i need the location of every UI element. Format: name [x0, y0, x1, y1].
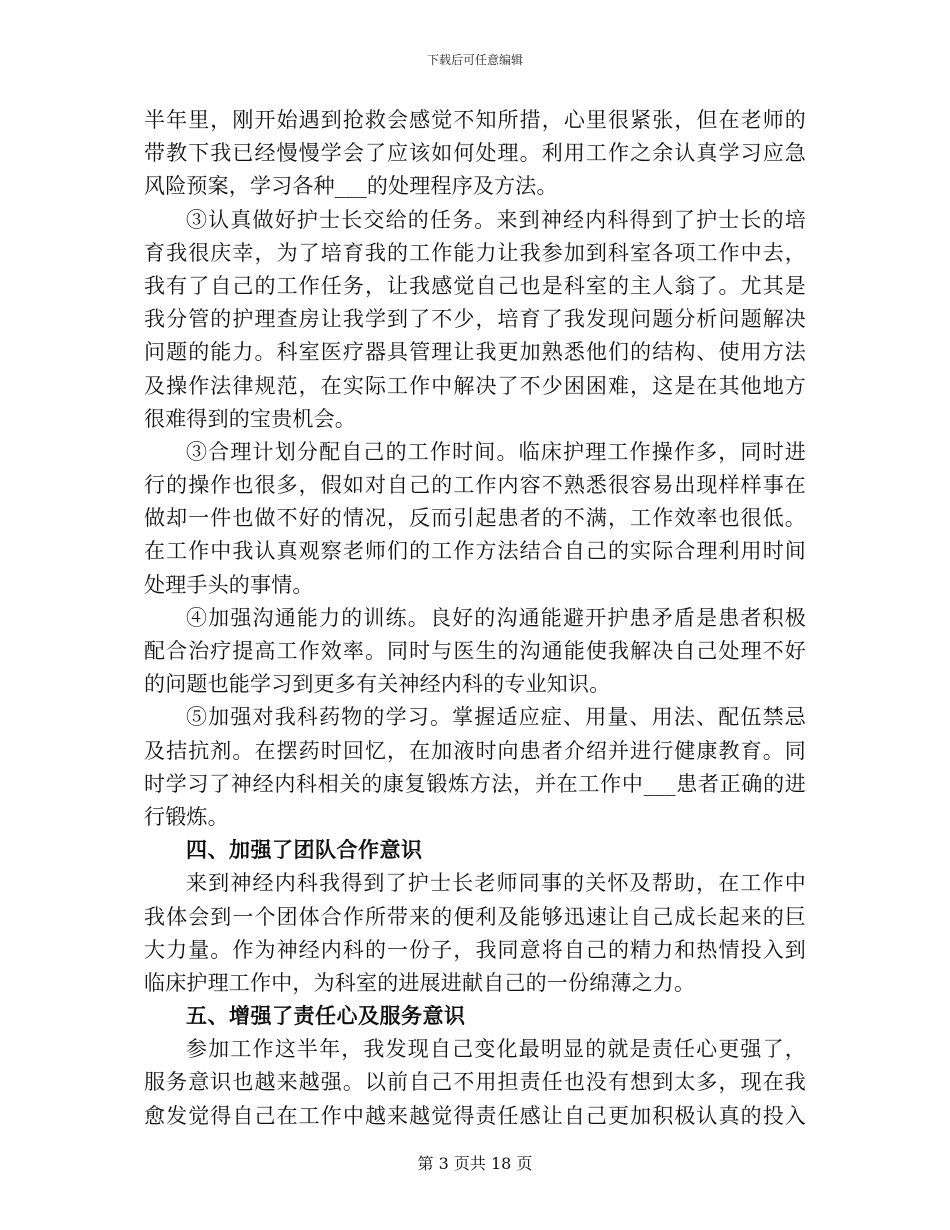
- paragraph-line: 我有了自己的工作任务，让我感觉自己也是科室的主人翁了。尤其是: [144, 273, 806, 298]
- paragraph-line: ③合理计划分配自己的工作时间。临床护理工作操作多，同时进: [186, 439, 806, 464]
- paragraph-line: 服务意识也越来越强。以前自己不用担责任也没有想到太多，现在我: [144, 1070, 806, 1095]
- paragraph-line: ③认真做好护士长交给的任务。来到神经内科得到了护士长的培: [186, 207, 806, 232]
- paragraph-line: ④加强沟通能力的训练。良好的沟通能避开护患矛盾是患者积极: [186, 605, 806, 630]
- paragraph-line: 时学习了神经内科相关的康复锻炼方法，并在工作中___患者正确的进: [144, 771, 806, 796]
- paragraph-line: 问题的能力。科室医疗器具管理让我更加熟悉他们的结构、使用方法: [144, 340, 806, 365]
- paragraph-line: 我体会到一个团体合作所带来的便利及能够迅速让自己成长起来的巨: [144, 904, 806, 929]
- paragraph-line: 风险预案，学习各种___的处理程序及方法。: [144, 174, 558, 199]
- paragraph-line: 我分管的护理查房让我学到了不少，培育了我发现问题分析问题解决: [144, 307, 806, 332]
- paragraph-line: 临床护理工作中，为科室的进展进献自己的一份绵薄之力。: [144, 970, 696, 995]
- paragraph-line: 育我很庆幸，为了培育我的工作能力让我参加到科室各项工作中去，: [144, 240, 806, 265]
- section-heading: 五、增强了责任心及服务意识: [186, 1004, 466, 1029]
- paragraph-line: 处理手头的事情。: [144, 572, 314, 597]
- paragraph-line: 的问题也能学习到更多有关神经内科的专业知识。: [144, 672, 611, 697]
- page-header: 下载后可任意编辑: [426, 53, 523, 67]
- paragraph-line: 及拮抗剂。在摆药时回忆，在加液时向患者介绍并进行健康教育。同: [144, 738, 806, 763]
- paragraph-line: 大力量。作为神经内科的一份子，我同意将自己的精力和热情投入到: [144, 937, 806, 962]
- paragraph-line: 行锻炼。: [144, 804, 229, 829]
- paragraph-line: 愈发觉得自己在工作中越来越觉得责任感让自己更加积极认真的投入: [144, 1103, 806, 1128]
- paragraph-line: 来到神经内科我得到了护士长老师同事的关怀及帮助，在工作中: [186, 871, 806, 896]
- paragraph-line: 及操作法律规范，在实际工作中解决了不少困困难，这是在其他地方: [144, 373, 806, 398]
- paragraph-line: 半年里，刚开始遇到抢救会感觉不知所措，心里很紧张，但在老师的: [144, 108, 806, 132]
- section-heading: 四、加强了团队合作意识: [186, 838, 423, 863]
- paragraph-line: 参加工作这半年，我发现自己变化最明显的就是责任心更强了，: [186, 1037, 806, 1062]
- paragraph-line: 配合治疗提高工作效率。同时与医生的沟通能使我解决自己处理不好: [144, 639, 806, 663]
- paragraph-line: 很难得到的宝贵机会。: [144, 406, 356, 431]
- paragraph-line: 带教下我已经慢慢学会了应该如何处理。利用工作之余认真学习应急: [144, 141, 806, 166]
- document-body: [144, 104, 806, 1133]
- paragraph-line: 行的操作也很多，假如对自己的工作内容不熟悉很容易出现样样事在: [144, 473, 806, 498]
- paragraph-line: 在工作中我认真观察老师们的工作方法结合自己的实际合理利用时间: [144, 539, 806, 564]
- paragraph-line: ⑤加强对我科药物的学习。掌握适应症、用量、用法、配伍禁忌: [186, 705, 806, 730]
- page-number-footer: 第 3 页共 18 页: [417, 1154, 533, 1173]
- paragraph-line: 做却一件也做不好的情况，反而引起患者的不满，工作效率也很低。: [144, 506, 806, 531]
